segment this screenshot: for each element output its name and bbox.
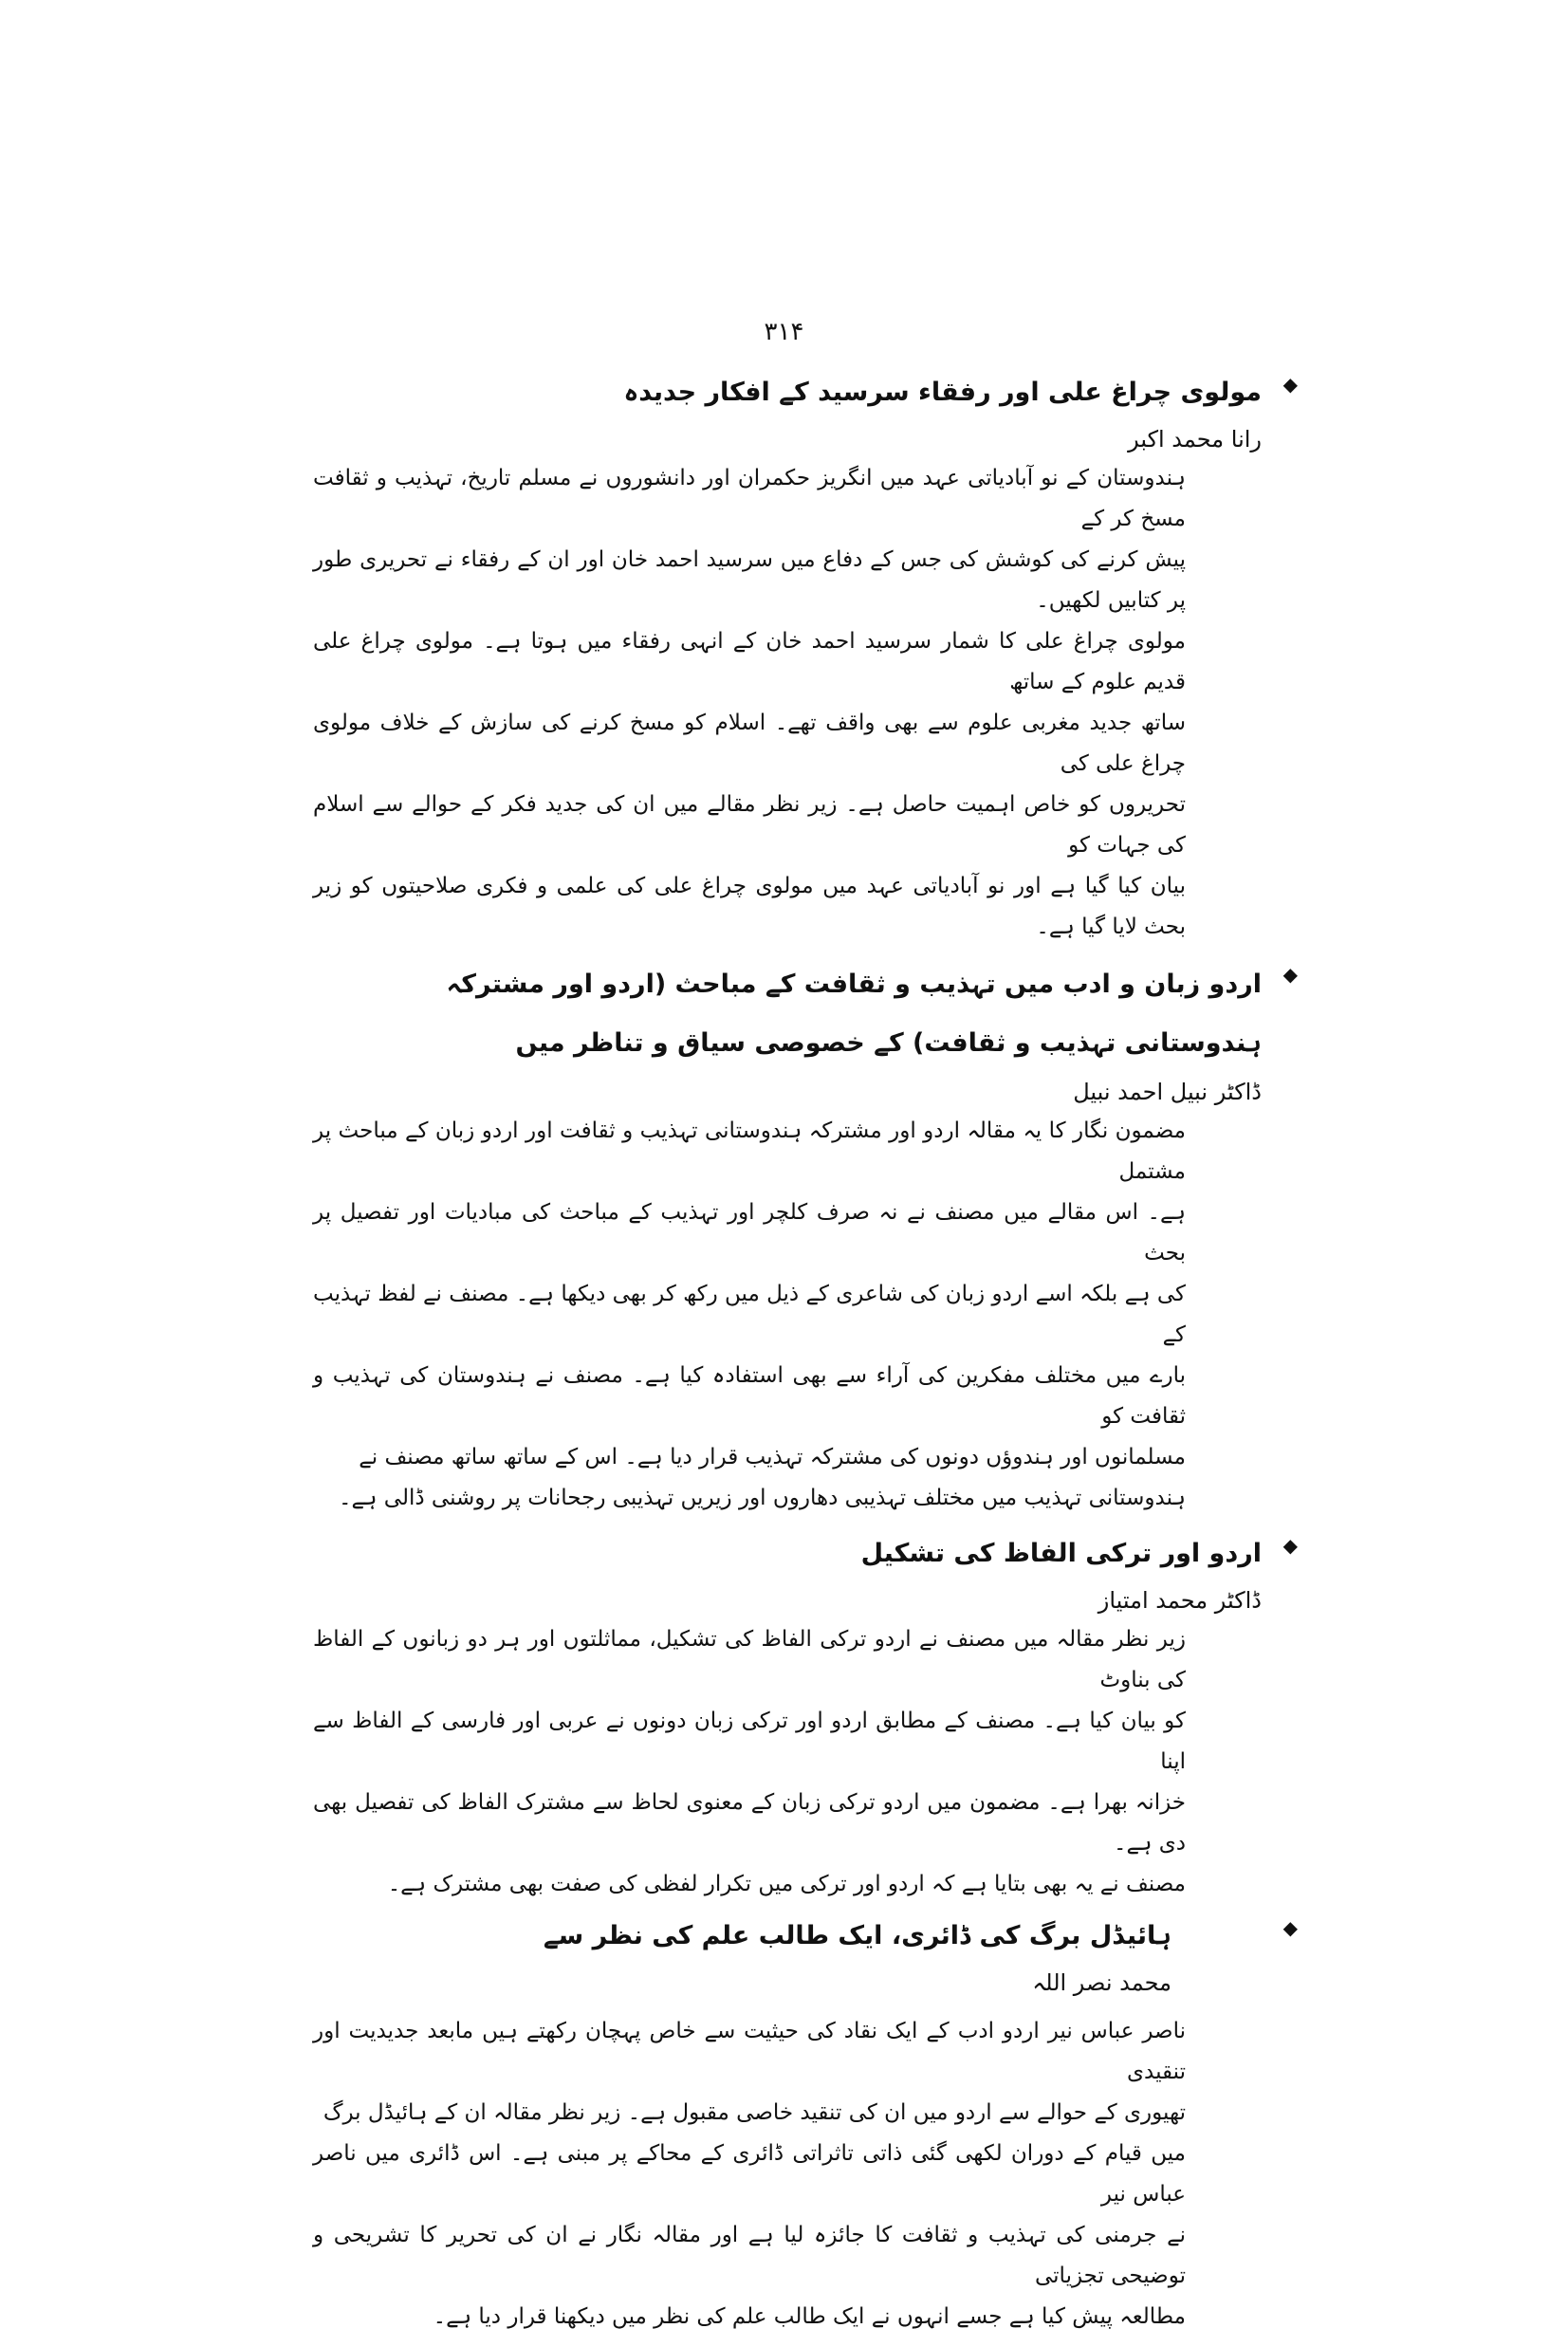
abstract-line: ہے۔ اس مقالے میں مصنف نے نہ صرف کلچر اور تہذیب کے مباحث کی مبادیات اور تفصیل پر بحث bbox=[313, 1200, 1186, 1266]
abstract-line: تھیوری کے حوالے سے اردو میں ان کی تنقید خاصی مقبول ہے۔ زیر نظر مقالہ ان کے ہائیڈل برگ bbox=[323, 2100, 1186, 2125]
article-abstract bbox=[313, 458, 1186, 948]
abstract-line: میں قیام کے دوران لکھی گئی ذاتی تاثراتی ڈائری کے محاکے پر مبنی ہے۔ اس ڈائری میں ناصر عباس نیر bbox=[313, 2141, 1186, 2207]
abstract-line: مسلمانوں اور ہندوؤں دونوں کی مشترکہ تہذیب قرار دیا ہے۔ اس کے ساتھ ساتھ مصنف نے bbox=[359, 1445, 1186, 1469]
page-number: ۳۱۴ bbox=[764, 318, 804, 346]
bullet-icon: ◆ bbox=[1282, 373, 1298, 396]
abstract-line: کو بیان کیا ہے۔ مصنف کے مطابق اردو اور ترکی زبان دونوں نے عربی اور فارسی کے الفاظ سے اپنا bbox=[313, 1709, 1186, 1774]
abstract-line: ساتھ جدید مغربی علوم سے بھی واقف تھے۔ اسلام کو مسخ کرنے کی سازش کے خلاف مولوی چراغ علی کی bbox=[313, 711, 1186, 776]
article-abstract bbox=[313, 2011, 1186, 2338]
abstract-line: پیش کرنے کی کوشش کی جس کے دفاع میں سرسید احمد خان اور ان کے رفقاء نے تحریری طور پر کتابیں لکھیں۔ bbox=[313, 547, 1186, 613]
article-entry bbox=[313, 1526, 1298, 1905]
abstract-line: ہندوستان کے نو آبادیاتی عہد میں انگریز حکمران اور دانشوروں نے مسلم تاریخ، تہذیب و ثقافت مسخ کر کے bbox=[313, 466, 1186, 531]
abstract-line: خزانہ بھرا ہے۔ مضمون میں اردو ترکی زبان کے معنوی لحاظ سے مشترک الفاظ کی تفصیل بھی دی ہے۔ bbox=[313, 1790, 1186, 1856]
article-entry bbox=[313, 365, 1298, 948]
abstract-line: کی ہے بلکہ اسے اردو زبان کی شاعری کے ذیل میں رکھ کر بھی دیکھا ہے۔ مصنف نے لفظ تہذیب کے bbox=[313, 1282, 1186, 1347]
article-abstract bbox=[313, 1111, 1186, 1519]
article-abstract bbox=[313, 1619, 1186, 1905]
bullet-icon: ◆ bbox=[1282, 1534, 1298, 1557]
abstract-line: مطالعہ پیش کیا ہے جسے انہوں نے ایک طالب علم کی نظر میں دیکھنا قرار دیا ہے۔ bbox=[433, 2304, 1186, 2329]
abstract-line: ناصر عباس نیر اردو ادب کے ایک نقاد کی حیثیت سے خاص پہچان رکھتے ہیں مابعد جدیدیت اور تنقیدی bbox=[313, 2019, 1186, 2084]
article-title: اردو زبان و ادب میں تہذیب و ثقافت کے مباحث (اردو اور مشترکہ ہندوستانی تہذیب و ثقافت) کے خصوصی سیاق و تناظر میں bbox=[446, 970, 1262, 1058]
article-author: ڈاکٹر محمد امتیاز bbox=[1098, 1587, 1262, 1614]
bullet-icon: ◆ bbox=[1282, 963, 1298, 986]
article-title: اردو اور ترکی الفاظ کی تشکیل bbox=[860, 1539, 1262, 1568]
article-list bbox=[313, 365, 1298, 2347]
abstract-line: مولوی چراغ علی کا شمار سرسید احمد خان کے انہی رفقاء میں ہوتا ہے۔ مولوی چراغ علی قدیم علوم کے ساتھ bbox=[313, 629, 1186, 694]
article-author: محمد نصر اللہ bbox=[1032, 1969, 1171, 1996]
abstract-line: بیان کیا گیا ہے اور نو آبادیاتی عہد میں مولوی چراغ علی کی علمی و فکری صلاحیتوں کو زیر بحث لایا گیا ہے۔ bbox=[313, 874, 1186, 939]
article-title: ہائیڈل برگ کی ڈائری، ایک طالب علم کی نظر سے bbox=[543, 1921, 1171, 1950]
article-entry bbox=[313, 955, 1298, 1519]
abstract-line: ہندوستانی تہذیب میں مختلف تہذیبی دھاروں اور زیریں تہذیبی رجحانات پر روشنی ڈالی ہے۔ bbox=[339, 1486, 1186, 1510]
bullet-icon: ◆ bbox=[1282, 1916, 1298, 1939]
article-title: مولوی چراغ علی اور رفقاء سرسید کے افکار جدیدہ bbox=[623, 378, 1262, 407]
abstract-line: مصنف نے یہ بھی بتایا ہے کہ اردو اور ترکی میں تکرار لفظی کی صفت بھی مشترک ہے۔ bbox=[387, 1872, 1186, 1896]
abstract-line: بارے میں مختلف مفکرین کی آراء سے بھی استفادہ کیا ہے۔ مصنف نے ہندوستان کی تہذیب و ثقافت کو bbox=[313, 1363, 1186, 1429]
abstract-line: زیر نظر مقالہ میں مصنف نے اردو ترکی الفاظ کی تشکیل، مماثلتوں اور ہر دو زبانوں کے الفاظ کی بناوٹ bbox=[313, 1627, 1186, 1692]
abstract-line: مضمون نگار کا یہ مقالہ اردو اور مشترکہ ہندوستانی تہذیب و ثقافت اور اردو زبان کے مباحث پر مشتمل bbox=[313, 1118, 1186, 1184]
article-author: ڈاکٹر نبیل احمد نبیل bbox=[1073, 1079, 1262, 1105]
article-entry bbox=[313, 1909, 1298, 2338]
abstract-line: تحریروں کو خاص اہمیت حاصل ہے۔ زیر نظر مقالے میں ان کی جدید فکر کے حوالے سے اسلام کی جہات کو bbox=[313, 792, 1186, 858]
abstract-line: نے جرمنی کی تہذیب و ثقافت کا جائزہ لیا ہے اور مقالہ نگار نے ان کی تحریر کا تشریحی و توضیحی تجزیاتی bbox=[313, 2223, 1186, 2288]
article-author: رانا محمد اکبر bbox=[1128, 426, 1262, 453]
